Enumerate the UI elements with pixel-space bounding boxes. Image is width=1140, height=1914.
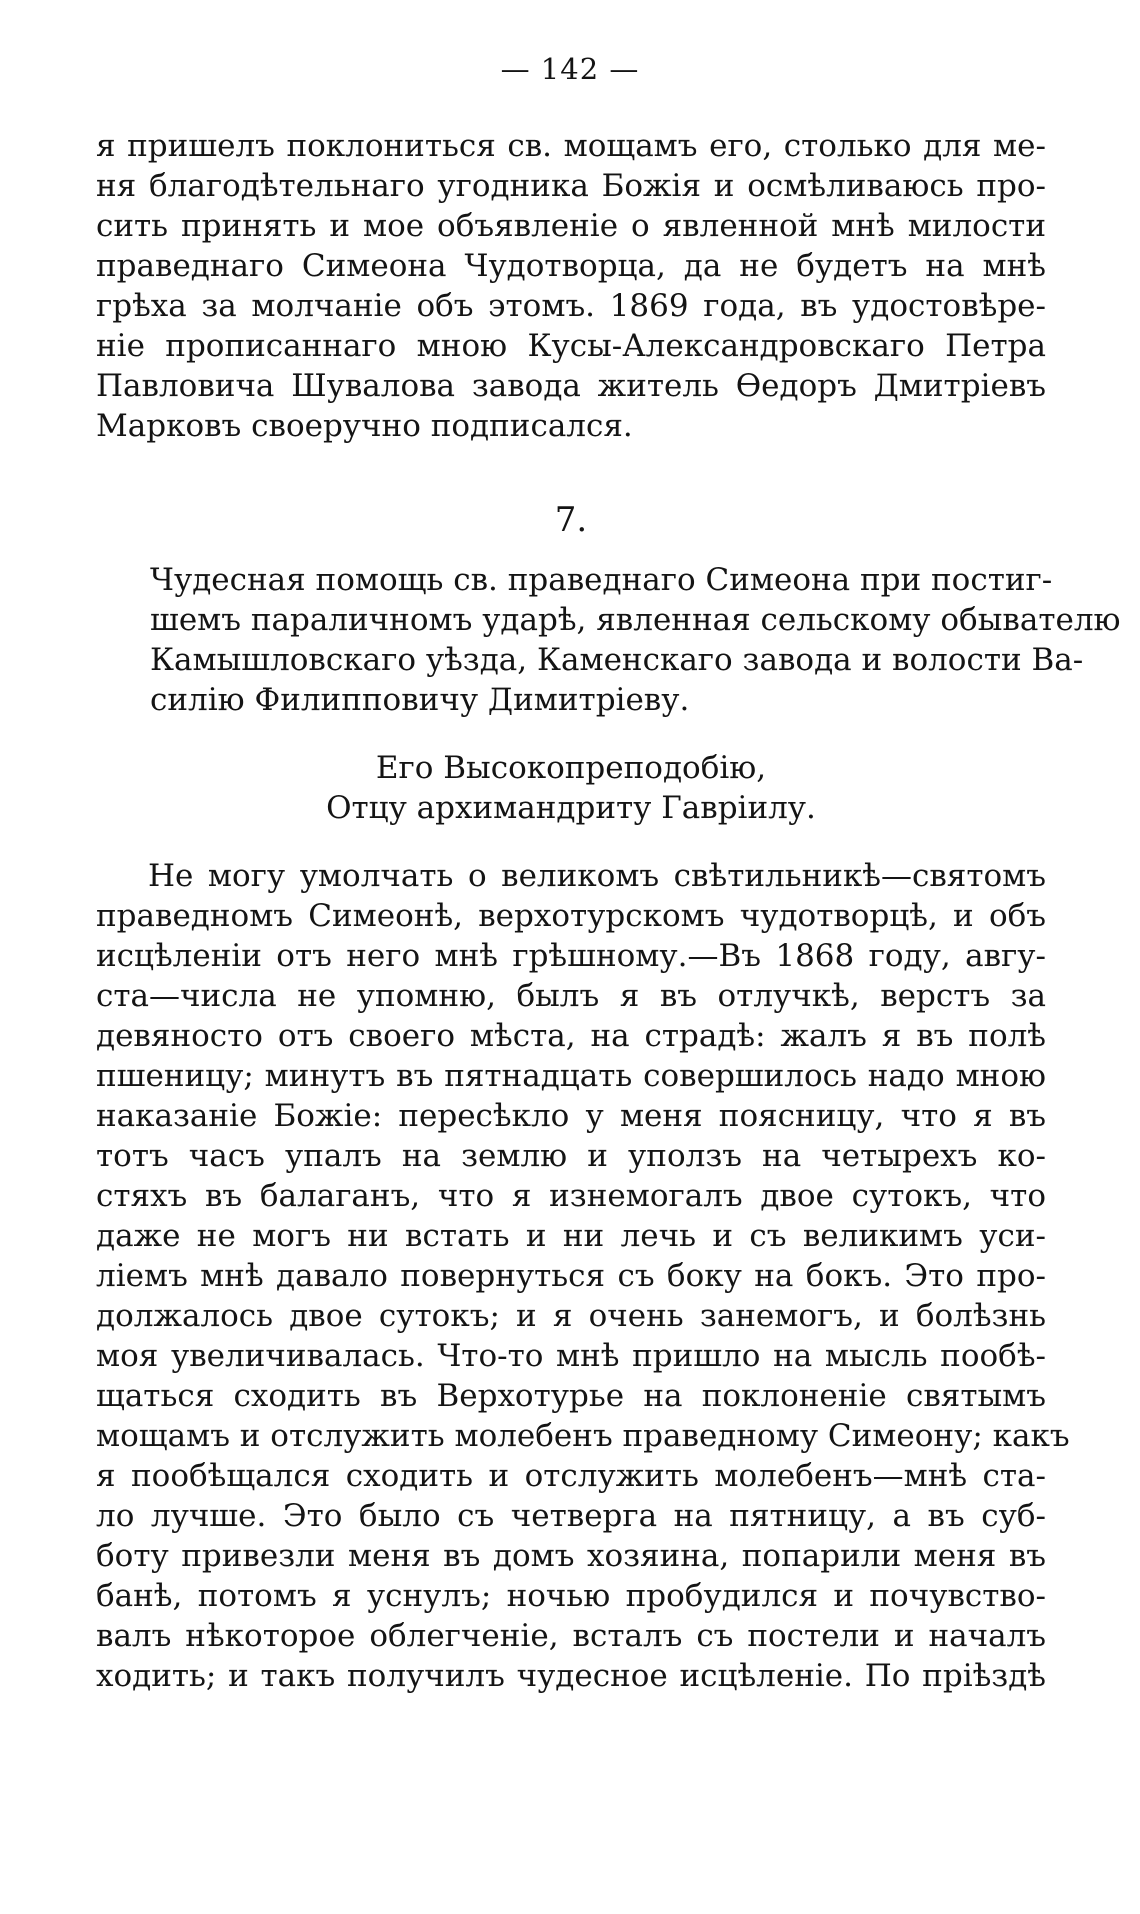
letter-line: банѣ, потомъ я уснулъ; ночью пробудился и почувство- bbox=[96, 1578, 1046, 1614]
letter-line: боту привезли меня въ домъ хозяина, попарили меня въ bbox=[96, 1538, 1046, 1574]
text-line: ніе прописаннаго мною Кусы-Александровскаго Петра bbox=[96, 328, 1046, 364]
letter-line: праведномъ Симеонѣ, верхотурскомъ чудотворцѣ, и объ bbox=[96, 898, 1046, 934]
letter-line: исцѣленіи отъ него мнѣ грѣшному.—Въ 1868 году, авгу- bbox=[96, 938, 1046, 974]
letter-line: ліемъ мнѣ давало повернуться съ боку на бокъ. Это про- bbox=[96, 1258, 1046, 1294]
salutation-line: Отцу архимандриту Гавріилу. bbox=[326, 790, 816, 826]
heading-line: шемъ параличномъ ударѣ, явленная сельскому обывателю bbox=[150, 602, 1121, 638]
continuation-paragraph bbox=[96, 126, 1046, 446]
letter-line: я пообѣщался сходить и отслужить молебенъ—мнѣ ста- bbox=[96, 1458, 1046, 1494]
letter-line: должалось двое сутокъ; и я очень занемогъ, и болѣзнь bbox=[96, 1298, 1046, 1334]
text-line: я пришелъ поклониться св. мощамъ его, столько для ме- bbox=[96, 128, 1046, 164]
section-heading bbox=[150, 560, 1121, 720]
text-line: Павловича Шувалова завода житель Ѳедоръ Дмитріевъ bbox=[96, 368, 1046, 404]
letter-body bbox=[96, 856, 1070, 1696]
letter-line: мощамъ и отслужить молебенъ праведному Симеону; какъ bbox=[96, 1418, 1070, 1454]
text-line: праведнаго Симеона Чудотворца, да не будетъ на мнѣ bbox=[96, 248, 1046, 284]
text-line: Марковъ своеручно подписался. bbox=[96, 408, 633, 444]
salutation bbox=[96, 748, 1046, 828]
page-number: — 142 — bbox=[500, 52, 640, 86]
text-line: сить принять и мое объявленіе о явленной мнѣ милости bbox=[96, 208, 1046, 244]
letter-line: тотъ часъ упалъ на землю и уползъ на четырехъ ко- bbox=[96, 1138, 1046, 1174]
heading-line: Чудесная помощь св. праведнаго Симеона при постиг- bbox=[150, 562, 1053, 598]
letter-line: ло лучше. Это было съ четверга на пятницу, а въ суб- bbox=[96, 1498, 1046, 1534]
letter-line: девяносто отъ своего мѣста, на страдѣ: жалъ я въ полѣ bbox=[96, 1018, 1046, 1054]
letter-line: пшеницу; минутъ въ пятнадцать совершилось надо мною bbox=[96, 1058, 1046, 1094]
letter-line: ста—числа не упомню, былъ я въ отлучкѣ, верстъ за bbox=[96, 978, 1046, 1014]
letter-line: Не могу умолчать о великомъ свѣтильникѣ—святомъ bbox=[148, 858, 1046, 894]
section-number-block bbox=[96, 500, 1046, 540]
letter-line: ходить; и такъ получилъ чудесное исцѣленіе. По пріѣздѣ bbox=[96, 1658, 1046, 1694]
section-number: 7. bbox=[554, 500, 588, 540]
letter-line: наказаніе Божіе: пересѣкло у меня поясницу, что я въ bbox=[96, 1098, 1046, 1134]
text-line: грѣха за молчаніе объ этомъ. 1869 года, въ удостовѣре- bbox=[96, 288, 1046, 324]
salutation-line: Его Высокопреподобію, bbox=[375, 750, 767, 786]
letter-line: стяхъ въ балаганъ, что я изнемогалъ двое сутокъ, что bbox=[96, 1178, 1046, 1214]
letter-line: щаться сходить въ Верхотурье на поклоненіе святымъ bbox=[96, 1378, 1046, 1414]
letter-line: даже не могъ ни встать и ни лечь и съ великимъ уси- bbox=[96, 1218, 1046, 1254]
letter-line: моя увеличивалась. Что-то мнѣ пришло на мысль пообѣ- bbox=[96, 1338, 1046, 1374]
letter-line: валъ нѣкоторое облегченіе, всталъ съ постели и началъ bbox=[96, 1618, 1046, 1654]
heading-line: силію Филипповичу Димитріеву. bbox=[150, 682, 690, 718]
heading-line: Камышловскаго уѣзда, Каменскаго завода и волости Ва- bbox=[150, 642, 1084, 678]
text-line: ня благодѣтельнаго угодника Божія и осмѣливаюсь про- bbox=[96, 168, 1046, 204]
